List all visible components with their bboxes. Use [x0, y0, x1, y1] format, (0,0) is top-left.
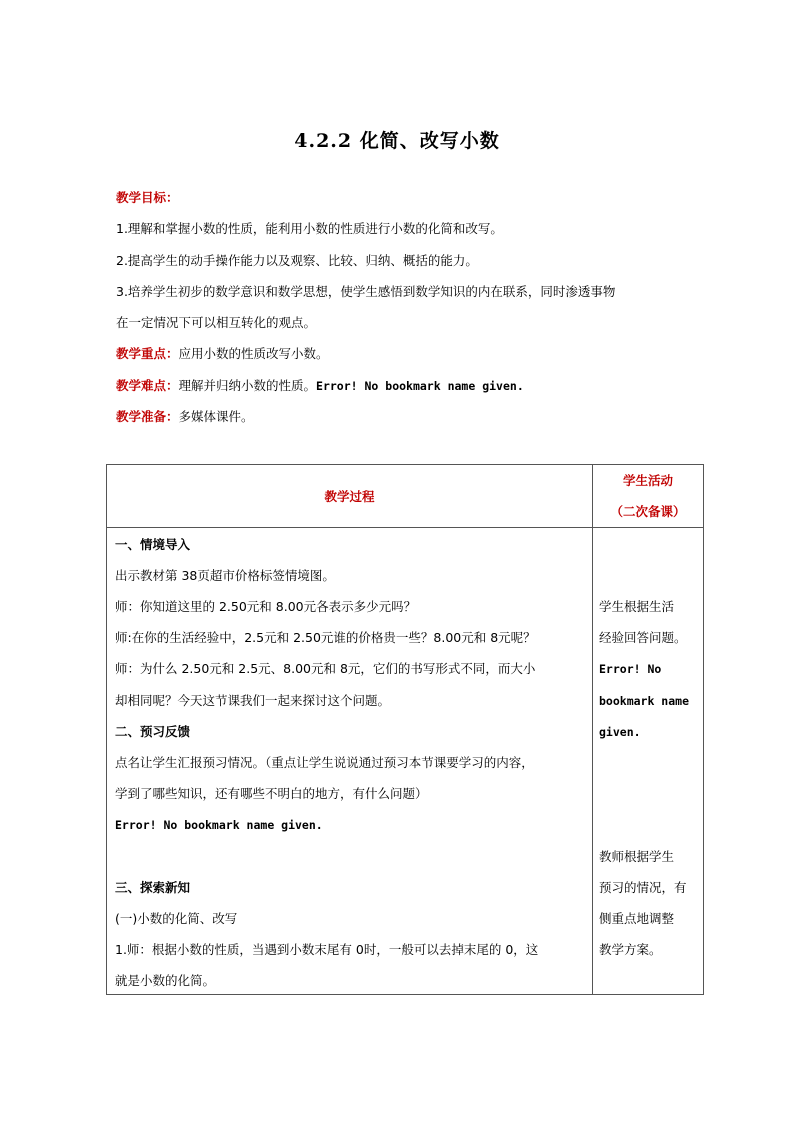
process-line: 点名让学生汇报预习情况。（重点让学生说说通过预习本节课要学习的内容，: [115, 755, 534, 770]
process-line: 学到了哪些知识，还有哪些不明白的地方，有什么问题）: [115, 786, 428, 801]
section-heading: 一、情境导入: [115, 537, 191, 552]
process-cell: [107, 528, 593, 995]
key-point-text: 应用小数的性质改写小数。: [178, 346, 329, 361]
difficulty-error: Error! No bookmark name given.: [316, 379, 524, 393]
preparation: [116, 409, 254, 425]
objectives-heading: 教学目标：: [116, 190, 179, 205]
objective-item: 2.提高学生的动手操作能力以及观察、比较、归纳、概括的能力。: [116, 253, 478, 268]
preparation-text: 多媒体课件。: [178, 409, 254, 424]
objective-item: 在一定情况下可以相互转化的观点。: [116, 315, 317, 330]
process-line: 却相同呢？今天这节课我们一起来探讨这个问题。: [115, 693, 391, 708]
process-line: 师:在你的生活经验中，2.5元和 2.50元谁的价格贵一些？8.00元和 8元呢？: [115, 630, 536, 645]
header-activity: [593, 465, 704, 528]
difficulty-text: 理解并归纳小数的性质。: [178, 378, 317, 393]
preparation-label: 教学准备：: [116, 409, 179, 424]
process-line: (一)小数的化简、改写: [115, 911, 238, 926]
activity-line: 学生根据生活: [599, 599, 675, 614]
section-heading: 三、探索新知: [115, 880, 191, 895]
difficulty: [116, 378, 524, 394]
header-activity-sub: （二次备课）: [610, 504, 686, 519]
key-point: [116, 346, 329, 362]
activity-error: bookmark name: [599, 694, 690, 708]
activity-cell: [593, 528, 704, 995]
objective-item: 3.培养学生初步的数学意识和数学思想，使学生感悟到数学知识的内在联系，同时渗透事物: [116, 284, 616, 299]
activity-error: given.: [599, 725, 641, 739]
objective-item: 1.理解和掌握小数的性质，能利用小数的性质进行小数的化简和改写。: [116, 221, 503, 236]
activity-line: 教学方案。: [599, 942, 662, 957]
process-line: 1.师：根据小数的性质，当遇到小数末尾有 0时，一般可以去掉末尾的 0，这: [115, 942, 539, 957]
process-line: 出示教材第 38页超市价格标签情境图。: [115, 568, 335, 583]
page-title: 4.2.2 化简、改写小数: [294, 130, 500, 152]
difficulty-label: 教学难点：: [116, 378, 179, 393]
activity-line: 侧重点地调整: [599, 911, 675, 926]
activity-line: 经验回答问题。: [599, 630, 687, 645]
header-process: 教学过程: [107, 465, 593, 528]
section-heading: 二、预习反馈: [115, 724, 191, 739]
process-line: 就是小数的化简。: [115, 973, 216, 988]
table-row: [107, 528, 704, 995]
activity-error: Error! No: [599, 662, 662, 676]
table-header-row: [107, 465, 704, 528]
header-activity-title: 学生活动: [622, 473, 673, 488]
activity-line: 教师根据学生: [599, 849, 675, 864]
process-line: 师：为什么 2.50元和 2.5元、8.00元和 8元，它们的书写形式不同，而大小: [115, 661, 536, 676]
lesson-table: [106, 464, 704, 995]
key-point-label: 教学重点：: [116, 346, 179, 361]
process-error: Error! No bookmark name given.: [115, 818, 323, 832]
process-line: 师：你知道这里的 2.50元和 8.00元各表示多少元吗？: [115, 599, 417, 614]
activity-line: 预习的情况，有: [599, 880, 687, 895]
